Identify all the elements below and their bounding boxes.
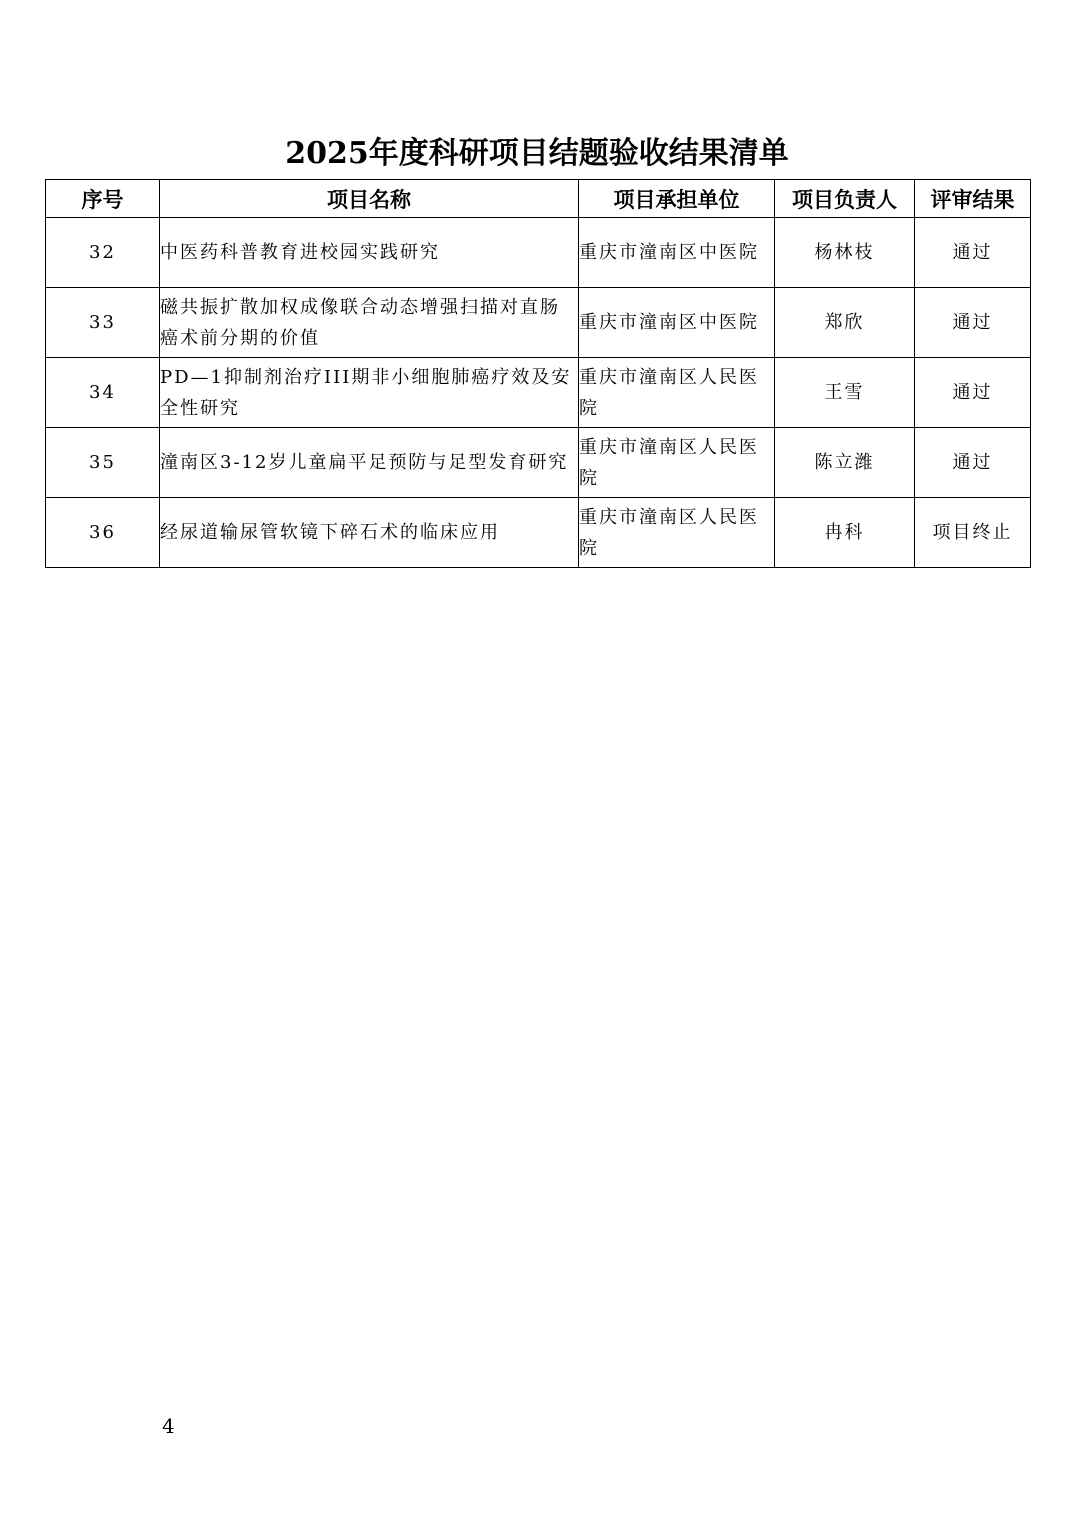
row-undertaking-unit: 重庆市潼南区中医院 [579,288,775,358]
header-undertaking-unit: 项目承担单位 [579,180,775,218]
row-serial-number: 36 [46,498,160,568]
page-number: 4 [162,1414,175,1438]
header-review-result: 评审结果 [915,180,1031,218]
row-project-name: 经尿道输尿管软镜下碎石术的临床应用 [160,498,579,568]
table-row [46,428,1031,498]
table-row [46,498,1031,568]
header-project-leader: 项目负责人 [775,180,915,218]
row-project-leader: 冉科 [775,498,915,568]
row-project-name: 中医药科普教育进校园实践研究 [160,218,579,288]
row-undertaking-unit: 重庆市潼南区中医院 [579,218,775,288]
row-serial-number: 34 [46,358,160,428]
row-undertaking-unit: 重庆市潼南区人民医院 [579,358,775,428]
results-table [45,179,1031,568]
row-review-result: 通过 [915,218,1031,288]
row-serial-number: 35 [46,428,160,498]
row-review-result: 通过 [915,288,1031,358]
row-project-leader: 杨林枝 [775,218,915,288]
table-row [46,218,1031,288]
row-serial-number: 33 [46,288,160,358]
row-review-result: 通过 [915,428,1031,498]
table-header-row [46,180,1031,218]
row-review-result: 通过 [915,358,1031,428]
row-review-result: 项目终止 [915,498,1031,568]
row-project-name: 磁共振扩散加权成像联合动态增强扫描对直肠癌术前分期的价值 [160,288,579,358]
row-undertaking-unit: 重庆市潼南区人民医院 [579,498,775,568]
row-project-leader: 陈立潍 [775,428,915,498]
row-project-name: 潼南区3-12岁儿童扁平足预防与足型发育研究 [160,428,579,498]
page-title: 2025年度科研项目结题验收结果清单 [285,136,789,171]
row-project-leader: 王雪 [775,358,915,428]
row-serial-number: 32 [46,218,160,288]
row-project-leader: 郑欣 [775,288,915,358]
row-undertaking-unit: 重庆市潼南区人民医院 [579,428,775,498]
table-row [46,288,1031,358]
table-row [46,358,1031,428]
row-project-name: PD—1抑制剂治疗III期非小细胞肺癌疗效及安全性研究 [160,358,579,428]
header-project-name: 项目名称 [160,180,579,218]
header-serial-number: 序号 [46,180,160,218]
